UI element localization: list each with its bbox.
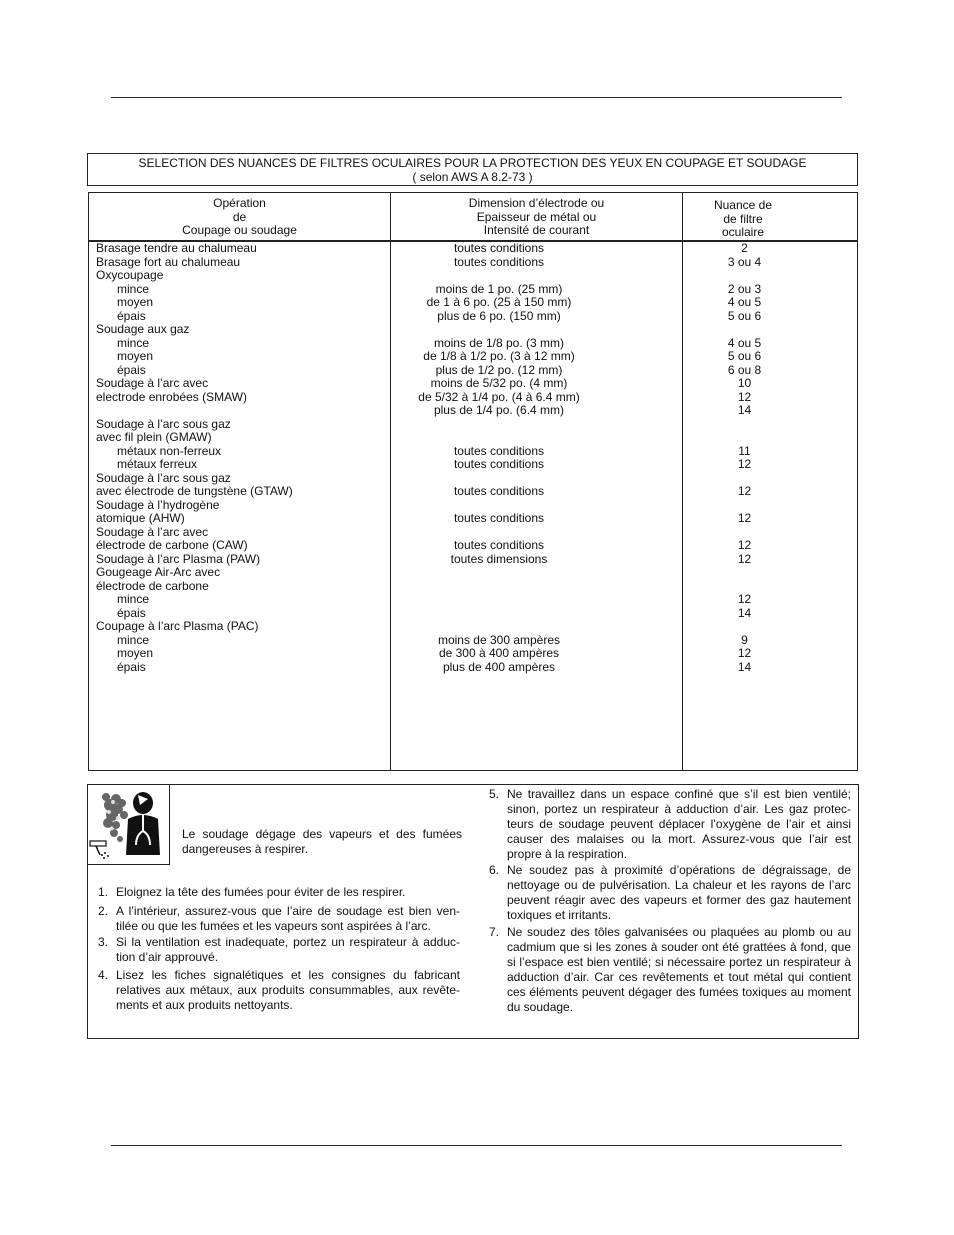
table-row bbox=[89, 350, 857, 364]
warning-item-text: Ne soudez pas à proximité d’opérations de dégraissage, de nettoyage ou de pulvérisation. La chaleur et les rayons de l’arc peuvent réagir avec des vapeurs et former des gaz hautement toxiques et irritants. bbox=[507, 863, 851, 922]
warning-item bbox=[489, 925, 851, 1015]
operation-cell: métaux non-ferreux bbox=[117, 443, 222, 458]
table-row bbox=[89, 283, 857, 297]
table-row bbox=[89, 553, 857, 567]
operation-cell: Soudage à l’arc Plasma (PAW) bbox=[96, 551, 261, 566]
operation-cell: Soudage à l’arc sous gaz bbox=[96, 416, 231, 431]
table-title-line1: SELECTION DES NUANCES DE FILTRES OCULAIRES POUR LA PROTECTION DES YEUX EN COUPAGE ET SOUDAGE bbox=[138, 156, 807, 170]
header-shade: Nuance de de filtre oculaire bbox=[713, 198, 773, 239]
dimension-cell: toutes conditions bbox=[453, 254, 545, 269]
dimension-cell: moins de 1 po. (25 mm) bbox=[435, 281, 563, 296]
dimension-cell: de 300 à 400 ampères bbox=[438, 646, 560, 660]
operation-cell: mince bbox=[117, 632, 150, 647]
dimension-cell: de 5/32 à 1/4 po. (4 à 6.4 mm) bbox=[418, 389, 580, 404]
table-row bbox=[89, 607, 857, 621]
table-row bbox=[89, 647, 857, 661]
table-title bbox=[87, 153, 858, 186]
operation-cell: Brasage fort au chalumeau bbox=[96, 254, 241, 269]
operation-cell: épais bbox=[117, 605, 146, 620]
table-row bbox=[89, 431, 857, 445]
shade-cell: 5 ou 6 bbox=[727, 349, 762, 363]
shade-cell: 14 bbox=[737, 403, 752, 417]
table-row bbox=[89, 499, 857, 513]
operation-cell: Brasage tendre au chalumeau bbox=[96, 241, 257, 255]
shade-cell: 5 ou 6 bbox=[727, 308, 762, 323]
bottom-rule bbox=[111, 1145, 842, 1146]
operation-cell: avec fil plein (GMAW) bbox=[96, 430, 212, 444]
dimension-cell: de 1 à 6 po. (25 à 150 mm) bbox=[426, 295, 572, 309]
shade-cell: 12 bbox=[737, 646, 752, 660]
dimension-cell: toutes conditions bbox=[453, 538, 545, 552]
operation-cell: Gougeage Air-Arc avec bbox=[96, 565, 221, 579]
shade-cell: 12 bbox=[737, 484, 752, 498]
warning-item-text: Ne travaillez dans un espace confiné que s’il est bien ventilé; sinon, portez un respirateur à adduction d’air. Les gaz protec- teurs de soudage peuvent déplacer l’oxygène de l’air et ainsi causer des malaises ou la mort. Assurez-vous que l’air est propre à la respiration. bbox=[507, 787, 851, 861]
operation-cell: Soudage à l’hydrogène bbox=[96, 497, 220, 512]
operation-cell: électrode de carbone (CAW) bbox=[96, 538, 248, 552]
table-row bbox=[89, 593, 857, 607]
dimension-cell: toutes conditions bbox=[453, 443, 545, 458]
table-row bbox=[89, 445, 857, 459]
dimension-cell: moins de 1/8 po. (3 mm) bbox=[433, 335, 565, 350]
warning-item-number: 1. bbox=[98, 885, 109, 899]
operation-cell: Soudage aux gaz bbox=[96, 322, 190, 336]
warning-intro: Le soudage dégage des vapeurs et des fumées dangereuses à respirer. bbox=[182, 827, 462, 856]
dimension-cell: plus de 6 po. (150 mm) bbox=[437, 308, 561, 323]
table-row bbox=[89, 377, 857, 391]
shade-cell: 12 bbox=[737, 538, 752, 552]
dimension-cell: plus de 1/4 po. (6.4 mm) bbox=[433, 403, 565, 417]
table-row bbox=[89, 458, 857, 472]
dimension-cell: toutes conditions bbox=[453, 484, 545, 498]
operation-cell: moyen bbox=[117, 295, 154, 309]
operation-cell: avec électrode de tungstène (GTAW) bbox=[96, 484, 293, 498]
operation-cell: mince bbox=[117, 592, 150, 606]
table-row bbox=[89, 661, 857, 675]
table-row bbox=[89, 539, 857, 553]
shade-cell: 2 bbox=[741, 241, 748, 255]
filter-shade-table bbox=[88, 192, 858, 771]
warning-item bbox=[98, 935, 460, 965]
warning-item-number: 7. bbox=[489, 925, 500, 939]
operation-cell: Soudage à l’arc avec bbox=[96, 376, 209, 390]
shade-cell: 10 bbox=[737, 376, 752, 390]
shade-cell: 4 ou 5 bbox=[727, 335, 762, 350]
table-row bbox=[89, 391, 857, 405]
table-row bbox=[89, 485, 857, 499]
dimension-cell: toutes conditions bbox=[453, 241, 545, 255]
shade-cell: 6 ou 8 bbox=[727, 362, 762, 377]
dimension-cell: plus de 1/2 po. (12 mm) bbox=[435, 362, 563, 377]
operation-cell: Coupage à l’arc Plasma (PAC) bbox=[96, 619, 259, 633]
operation-cell: Oxycoupage bbox=[96, 268, 164, 282]
shade-cell: 12 bbox=[737, 592, 752, 606]
dimension-cell: toutes conditions bbox=[453, 511, 545, 525]
table-row bbox=[89, 404, 857, 418]
dimension-cell: moins de 5/32 po. (4 mm) bbox=[430, 376, 568, 390]
operation-cell: mince bbox=[117, 281, 150, 296]
table-row bbox=[89, 526, 857, 540]
warning-item bbox=[98, 904, 460, 934]
operation-cell: electrode enrobées (SMAW) bbox=[96, 389, 247, 404]
warning-item-number: 6. bbox=[489, 863, 500, 877]
shade-cell: 11 bbox=[738, 443, 751, 458]
header-operation: Opération de Coupage ou soudage bbox=[182, 196, 297, 237]
warning-item bbox=[98, 885, 460, 900]
table-row bbox=[89, 323, 857, 337]
table-row bbox=[89, 418, 857, 432]
operation-cell: métaux ferreux bbox=[117, 457, 198, 471]
table-row bbox=[89, 296, 857, 310]
dimension-cell: de 1/8 à 1/2 po. (3 à 12 mm) bbox=[423, 349, 575, 363]
shade-cell: 3 ou 4 bbox=[727, 254, 762, 269]
fumes-hazard-icon bbox=[88, 785, 170, 865]
table-row bbox=[89, 566, 857, 580]
dimension-cell: toutes conditions bbox=[453, 457, 545, 471]
shade-cell: 12 bbox=[737, 389, 752, 404]
operation-cell: épais bbox=[117, 362, 146, 377]
table-row bbox=[89, 364, 857, 378]
warning-item-number: 4. bbox=[98, 968, 109, 982]
warning-item-number: 3. bbox=[98, 935, 109, 949]
operation-cell: moyen bbox=[117, 646, 154, 660]
shade-cell: 14 bbox=[737, 605, 752, 620]
shade-cell: 12 bbox=[737, 551, 752, 566]
table-row bbox=[89, 512, 857, 526]
operation-cell: épais bbox=[117, 659, 146, 674]
table-row bbox=[89, 620, 857, 634]
table-row bbox=[89, 337, 857, 351]
top-rule bbox=[111, 97, 842, 98]
table-row bbox=[89, 269, 857, 283]
operation-cell: atomique (AHW) bbox=[96, 511, 185, 525]
operation-cell: épais bbox=[117, 308, 146, 323]
fumes-warning-box bbox=[87, 784, 859, 1039]
shade-cell: 9 bbox=[741, 632, 748, 647]
header-dimension: Dimension d’électrode ou Epaisseur de métal ou Intensité de courant bbox=[468, 196, 605, 237]
warning-item-text: Eloignez la tête des fumées pour éviter de les respirer. bbox=[116, 885, 406, 899]
table-row bbox=[89, 242, 857, 256]
warning-item bbox=[489, 787, 851, 862]
operation-cell: Soudage à l’arc sous gaz bbox=[96, 470, 231, 485]
table-row bbox=[89, 310, 857, 324]
shade-cell: 12 bbox=[737, 511, 752, 525]
warning-item-text: Lisez les fiches signalétiques et les consignes du fabricant relatives aux métaux, aux produits consummables, aux revête- ments et aux produits nettoyants. bbox=[116, 968, 460, 1012]
dimension-cell: plus de 400 ampères bbox=[442, 659, 556, 674]
shade-cell: 2 ou 3 bbox=[727, 281, 762, 296]
dimension-cell: moins de 300 ampères bbox=[437, 632, 561, 647]
operation-cell: moyen bbox=[117, 349, 154, 363]
operation-cell: Soudage à l’arc avec bbox=[96, 524, 209, 539]
table-row bbox=[89, 472, 857, 486]
warning-item-number: 2. bbox=[98, 904, 109, 918]
shade-cell: 4 ou 5 bbox=[727, 295, 762, 309]
table-row bbox=[89, 256, 857, 270]
warning-item-text: Ne soudez des tôles galvanisées ou plaquées au plomb ou au cadmium que si les zones à souder ont été grattées à fond, que si l’espace est bien ventilé; si nécessaire portez un respirateur à adduction d’air. Car ces revêtements et tout métal qui contient ces éléments peuvent dégager des fumées toxiques au moment du soudage. bbox=[507, 925, 851, 1014]
table-row bbox=[89, 634, 857, 648]
warning-item bbox=[489, 863, 851, 923]
warning-item-number: 5. bbox=[489, 787, 500, 801]
table-row bbox=[89, 580, 857, 594]
shade-cell: 14 bbox=[737, 659, 752, 674]
table-title-line2: ( selon AWS A 8.2-73 ) bbox=[412, 170, 533, 184]
operation-cell: mince bbox=[117, 335, 150, 350]
dimension-cell: toutes dimensions bbox=[450, 551, 548, 566]
operation-cell: électrode de carbone bbox=[96, 578, 209, 593]
warning-item bbox=[98, 968, 460, 1013]
warning-item-text: A l’intérieur, assurez-vous que l’aire de soudage est bien ven- tilée ou que les fumées et les vapeurs sont aspirées à l’arc. bbox=[116, 904, 460, 933]
warning-item-text: Si la ventilation est inadequate, portez un respirateur à adduc- tion d’air approuvé. bbox=[116, 935, 460, 964]
shade-cell: 12 bbox=[737, 457, 752, 471]
